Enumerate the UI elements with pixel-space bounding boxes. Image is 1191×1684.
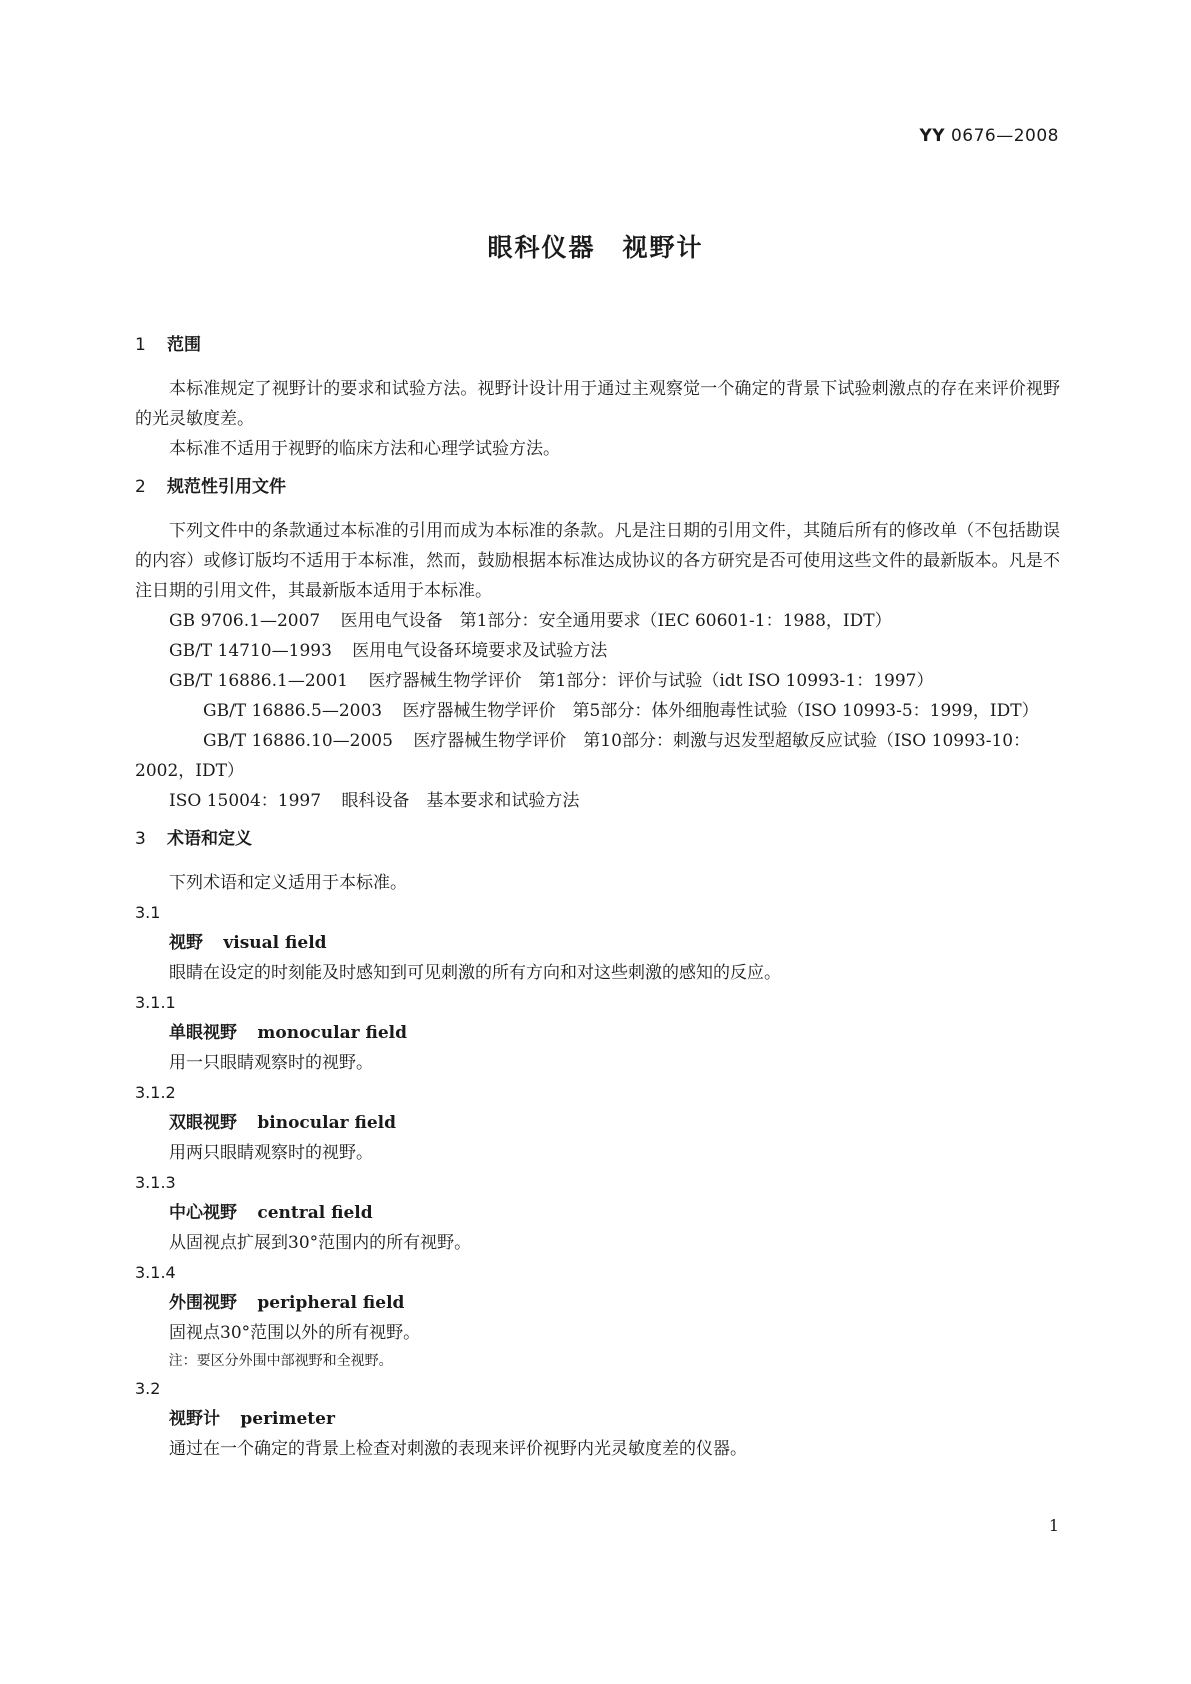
reference-code: GB/T 16886.1—2001 [169,671,349,691]
term-number: 3.1.4 [135,1263,176,1282]
paragraph: 下列术语和定义适用于本标准。 [169,873,407,893]
term-number: 3.2 [135,1379,161,1398]
paragraph: 本标准规定了视野计的要求和试验方法。视野计设计用于通过主观察觉一个确定的背景下试验刺激点的存在来评价视野的光灵敏度差。 [135,379,1060,429]
standard-prefix: YY [919,126,946,146]
section-number: 2 [135,477,146,497]
section-number: 1 [135,335,146,355]
term-definition: 固视点30°范围以外的所有视野。 [169,1323,421,1343]
term-chinese: 视野计 [169,1409,220,1429]
page-number: 1 [1048,1516,1059,1535]
reference-title: 医用电气设备环境要求及试验方法 [352,641,608,661]
reference-title: 医用电气设备 第1部分：安全通用要求（IEC 60601-1：1988，IDT） [340,611,892,631]
term-heading [135,1108,1060,1138]
term-chinese: 视野 [169,933,203,953]
term-number: 3.1.3 [135,1173,176,1192]
term-english: binocular field [257,1113,397,1133]
section-title: 术语和定义 [167,829,252,849]
term-heading [135,1198,1060,1228]
section-heading-normative-references [135,472,1060,502]
reference-item [135,726,1060,786]
reference-item [135,786,1060,816]
term-heading [135,1404,1060,1434]
reference-code: GB/T 16886.5—2003 [203,701,383,721]
term-english: central field [257,1203,373,1223]
term-number: 3.1.1 [135,993,176,1012]
term-definition: 眼睛在设定的时刻能及时感知到可见刺激的所有方向和对这些刺激的感知的反应。 [169,963,781,983]
term-definition: 用一只眼睛观察时的视野。 [169,1053,373,1073]
term-english: visual field [223,933,327,953]
reference-code: GB/T 14710—1993 [169,641,332,661]
term-definition: 用两只眼睛观察时的视野。 [169,1143,373,1163]
term-chinese: 外围视野 [169,1293,237,1313]
document-body [135,330,1060,1464]
reference-title: 医疗器械生物学评价 第10部分：刺激与迟发型超敏反应试验（ISO 10993-10：2002，IDT） [135,731,1031,781]
term-number: 3.1 [135,903,161,922]
paragraph: 本标准不适用于视野的临床方法和心理学试验方法。 [169,439,560,459]
standard-code [919,126,1059,146]
term-chinese: 单眼视野 [169,1023,237,1043]
paragraph: 下列文件中的条款通过本标准的引用而成为本标准的条款。凡是注日期的引用文件，其随后所有的修改单（不包括勘误的内容）或修订版均不适用于本标准，然而，鼓励根据本标准达成协议的各方研究是否可使用这些文件的最新版本。凡是不注日期的引用文件，其最新版本适用于本标准。 [135,521,1060,601]
document-title: 眼科仪器 视野计 [487,233,704,262]
term-chinese: 中心视野 [169,1203,237,1223]
reference-title: 眼科设备 基本要求和试验方法 [341,791,580,811]
term-note: 注：要区分外围中部视野和全视野。 [168,1353,393,1369]
standard-number: 0676—2008 [950,126,1059,146]
reference-code: GB/T 16886.10—2005 [203,731,393,751]
term-number: 3.1.2 [135,1083,176,1102]
reference-code: GB 9706.1—2007 [169,611,321,631]
term-definition: 通过在一个确定的背景上检查对刺激的表现来评价视野内光灵敏度差的仪器。 [169,1439,747,1459]
section-title: 规范性引用文件 [167,477,286,497]
reference-item [135,606,1060,636]
term-definition: 从固视点扩展到30°范围内的所有视野。 [169,1233,472,1253]
section-heading-terms-definitions [135,824,1060,854]
section-title: 范围 [167,335,201,355]
term-english: perimeter [240,1409,335,1429]
term-english: monocular field [257,1023,407,1043]
term-heading [135,1288,1060,1318]
reference-title: 医疗器械生物学评价 第5部分：体外细胞毒性试验（ISO 10993-5：1999，IDT） [402,701,1039,721]
reference-code: ISO 15004：1997 [169,791,322,811]
term-heading [135,928,1060,958]
section-number: 3 [135,829,146,849]
reference-item [135,696,1060,726]
term-chinese: 双眼视野 [169,1113,237,1133]
reference-title: 医疗器械生物学评价 第1部分：评价与试验（idt ISO 10993-1：1997） [368,671,934,691]
term-heading [135,1018,1060,1048]
reference-item [135,666,1060,696]
term-english: peripheral field [257,1293,405,1313]
section-heading-scope [135,330,1060,360]
reference-item [135,636,1060,666]
